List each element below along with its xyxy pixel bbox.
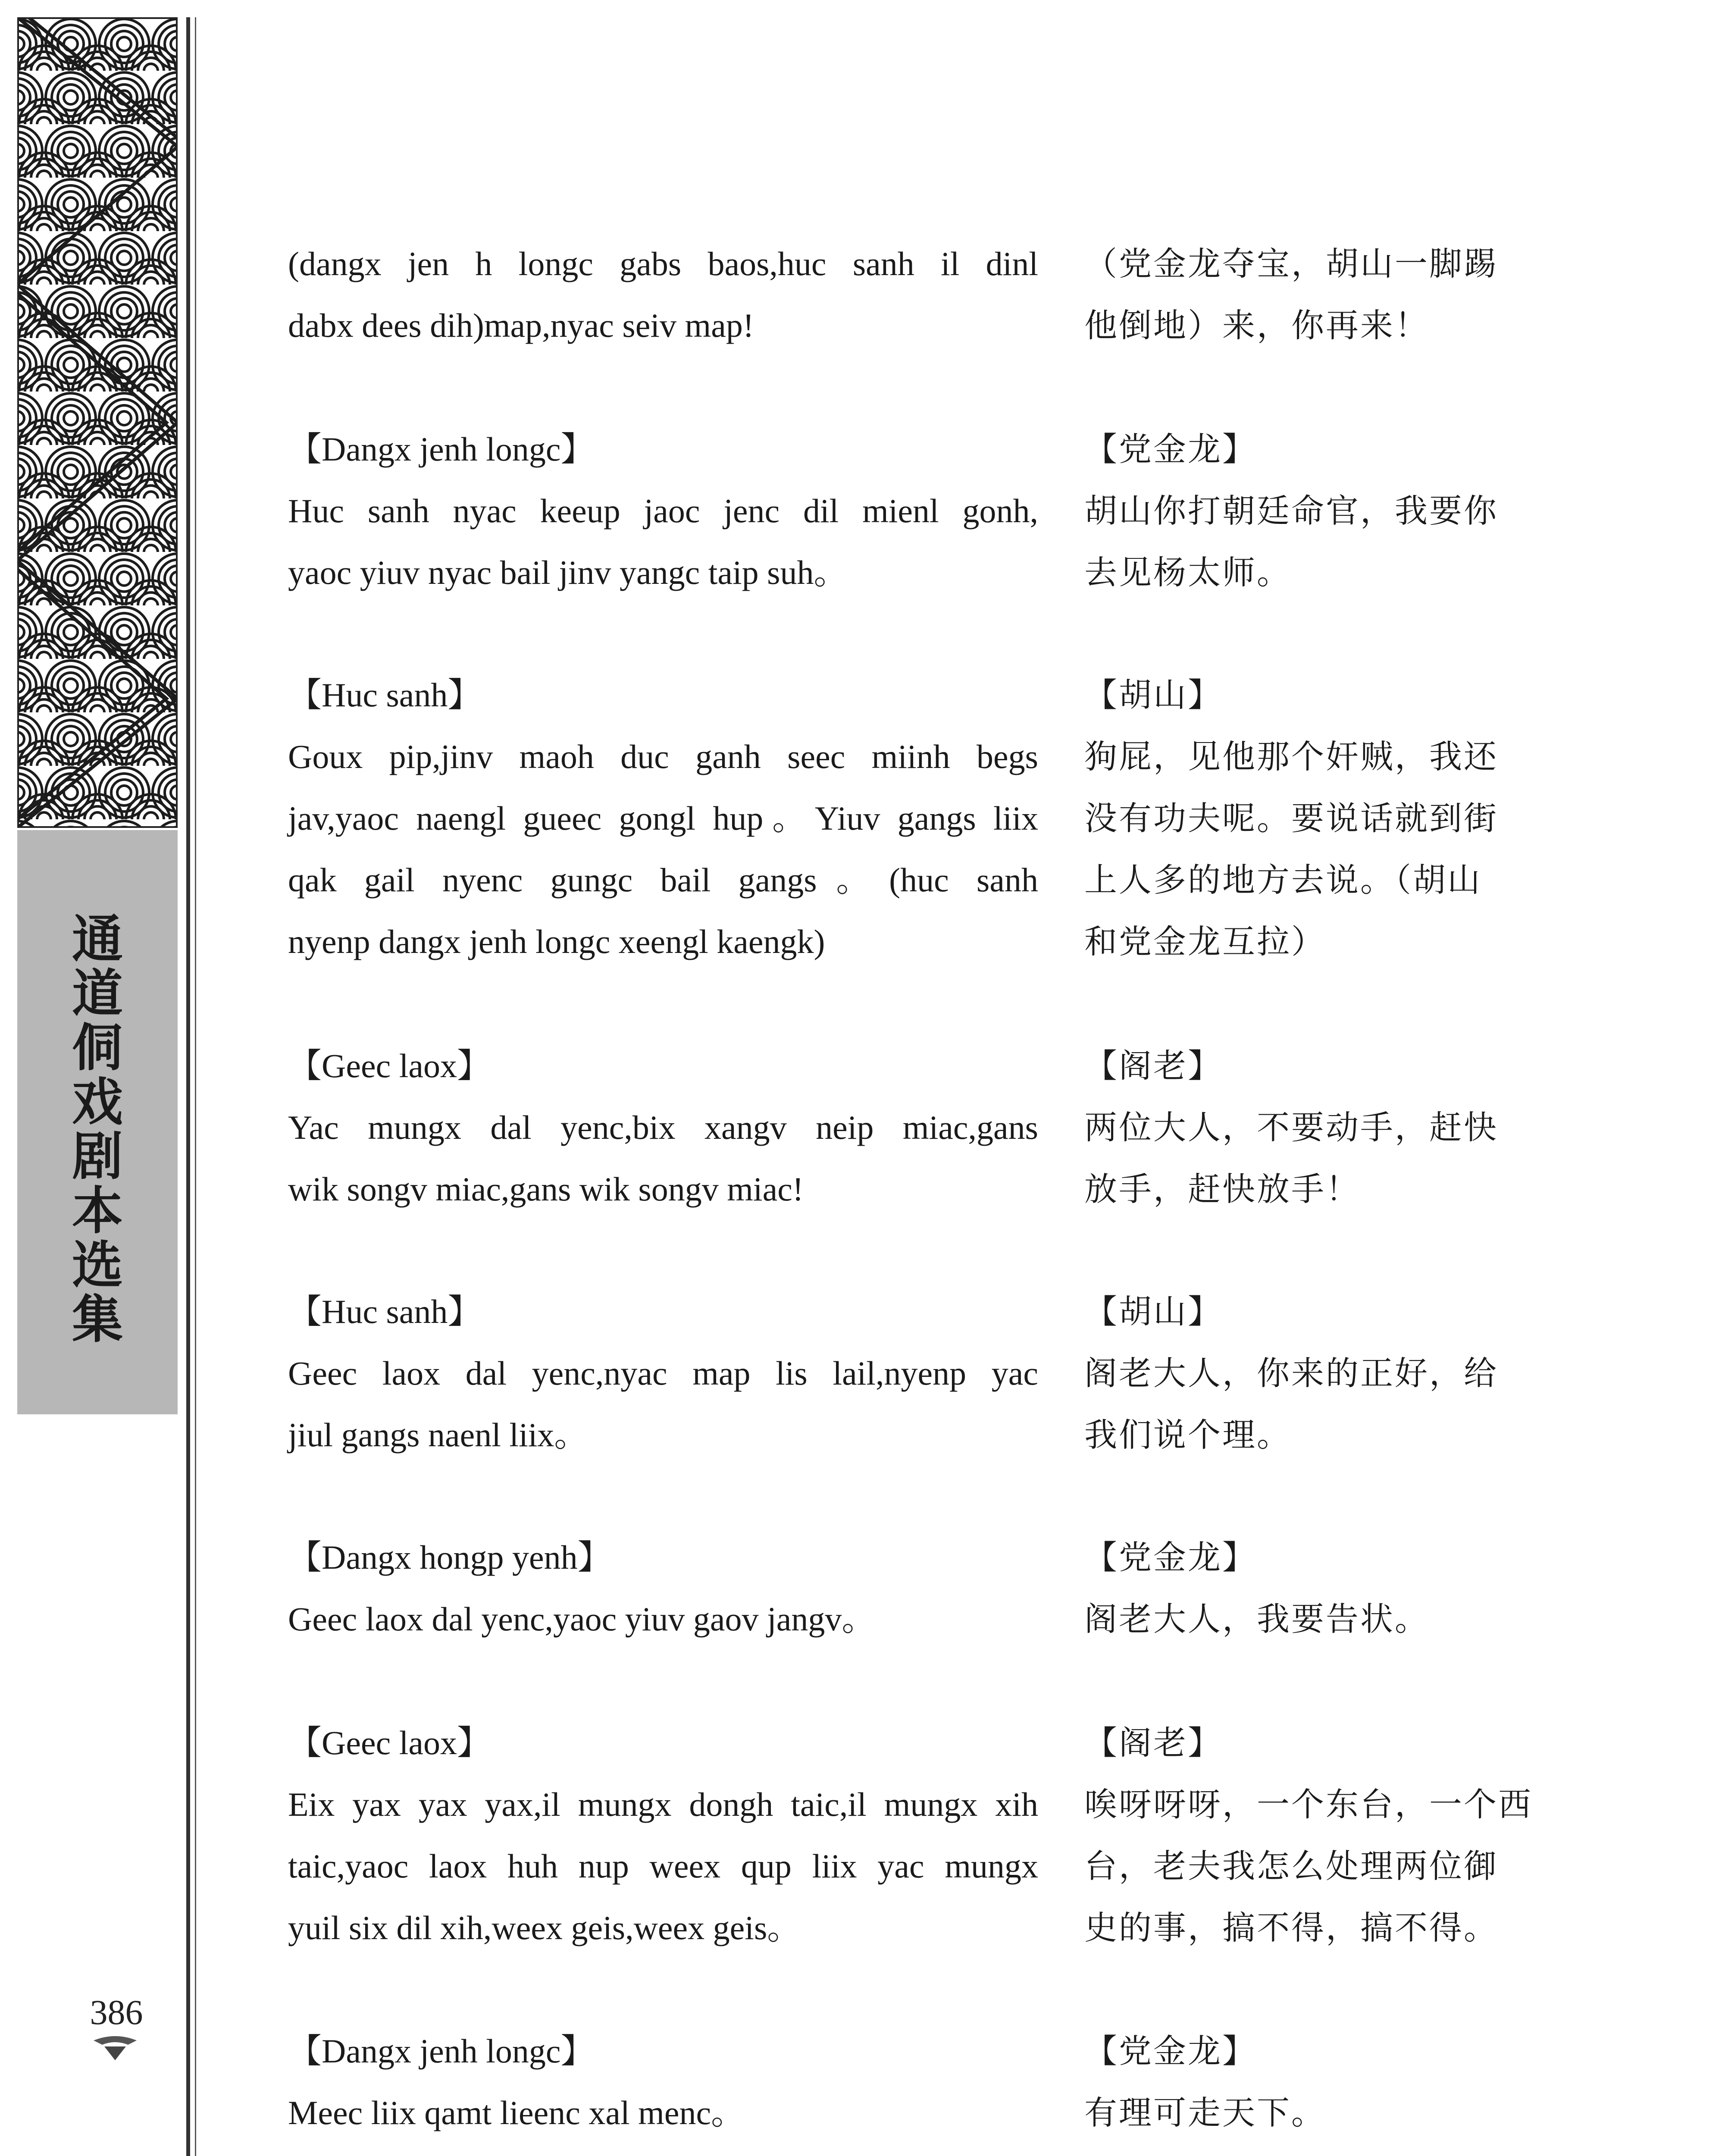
dong-line: dabx dees dih)map,nyac seiv map! <box>288 307 754 344</box>
speaker-dong: 【Dangx hongp yenh】 <box>288 1539 611 1576</box>
dong-line: taic,yaoc laox huh nup weex qup liix yac mungx <box>288 1847 1038 1885</box>
dong-line: Huc sanh nyac keeup jaoc jenc dil mienl gonh, <box>288 492 1038 530</box>
zh-line: 去见杨太师。 <box>1084 553 1291 592</box>
dong-line: (dangx jen h longc gabs baos,huc sanh il dinl <box>288 245 1038 282</box>
zh-line: 两位大人，不要动手，赶快 <box>1084 1108 1498 1147</box>
speaker-zh: 【党金龙】 <box>1084 1538 1257 1576</box>
book-title <box>17 909 178 1349</box>
dong-line: Eix yax yax yax,il mungx dongh taic,il mungx xih <box>288 1786 1038 1823</box>
dong-line: jiul gangs naenl liix。 <box>288 1416 588 1454</box>
zh-line: 唉呀呀呀，一个东台，一个西 <box>1084 1785 1533 1824</box>
zh-line: 上人多的地方去说。（胡山 <box>1084 861 1482 899</box>
dialogue-block-zh <box>1084 233 1559 356</box>
zh-line: 没有功夫呢。要说话就到街 <box>1084 799 1498 837</box>
dong-line: Yac mungx dal yenc,bix xangv neip miac,gans <box>288 1109 1038 1146</box>
page-number: 386 <box>90 1993 143 2032</box>
book-title-char: 本 <box>72 1181 123 1241</box>
zh-line: 阁老大人，你来的正好，给 <box>1084 1354 1498 1392</box>
sidebar-pattern <box>17 17 178 828</box>
book-title-char: 剧 <box>72 1126 123 1186</box>
dialogue-block-zh <box>1084 1281 1559 1466</box>
dialogue-block-dong <box>288 1526 1038 1650</box>
zh-line: 胡山你打朝廷命官，我要你 <box>1084 492 1498 530</box>
margin-rule-thin <box>195 17 196 2156</box>
zh-line: 台，老夫我怎么处理两位御 <box>1084 1847 1498 1885</box>
book-title-char: 通 <box>72 909 123 969</box>
speaker-dong: 【Huc sanh】 <box>288 1293 482 1330</box>
zh-line: 狗屁，见他那个奸贼，我还 <box>1084 737 1498 776</box>
book-title-char: 戏 <box>72 1072 123 1132</box>
dong-line: nyenp dangx jenh longc xeengl kaengk) <box>288 923 825 960</box>
dialogue-block-dong <box>288 664 1038 972</box>
dialogue-block-dong <box>288 1281 1038 1466</box>
speaker-zh: 【党金龙】 <box>1084 2032 1257 2070</box>
speaker-zh: 【胡山】 <box>1084 1292 1222 1331</box>
dong-line: qak gail nyenc gungc bail gangs。(huc sanh <box>288 861 1038 899</box>
zh-line: 史的事，搞不得，搞不得。 <box>1084 1908 1498 1947</box>
dong-line: wik songv miac,gans wik songv miac! <box>288 1170 804 1208</box>
zh-line: （党金龙夺宝，胡山一脚踢 <box>1084 244 1498 283</box>
dialogue-block-dong <box>288 233 1038 356</box>
dialogue-block-zh <box>1084 1712 1559 1959</box>
speaker-zh: 【阁老】 <box>1084 1724 1222 1762</box>
dialogue-block-dong <box>288 2020 1038 2143</box>
book-title-char: 集 <box>72 1289 123 1349</box>
zh-line: 我们说个理。 <box>1084 1416 1291 1454</box>
dialogue-block-zh <box>1084 1526 1559 1650</box>
zh-line: 和党金龙互拉） <box>1084 922 1326 961</box>
page-ornament-icon <box>91 2032 139 2062</box>
margin-rule <box>186 17 190 2156</box>
dong-line: Geec laox dal yenc,yaoc yiuv gaov jangv。 <box>288 1600 876 1638</box>
book-title-char: 道 <box>72 963 123 1023</box>
zh-line: 阁老大人，我要告状。 <box>1084 1600 1429 1638</box>
dialogue-block-dong <box>288 1712 1038 1959</box>
dialogue-block-zh <box>1084 1035 1559 1220</box>
speaker-dong: 【Geec laox】 <box>288 1724 491 1761</box>
dialogue-block-dong <box>288 1035 1038 1220</box>
dong-line: jav,yaoc naengl gueec gongl hup。Yiuv gangs liix <box>288 799 1038 837</box>
book-title-char: 选 <box>72 1235 123 1295</box>
speaker-zh: 【党金龙】 <box>1084 430 1257 468</box>
book-title-char: 侗 <box>72 1018 123 1078</box>
zh-line: 他倒地）来，你再来！ <box>1084 306 1429 345</box>
dialogue-block-dong <box>288 418 1038 603</box>
speaker-dong: 【Dangx jenh longc】 <box>288 430 595 468</box>
speaker-zh: 【阁老】 <box>1084 1047 1222 1085</box>
dong-line: Goux pip,jinv maoh duc ganh seec miinh begs <box>288 738 1038 775</box>
dong-line: yaoc yiuv nyac bail jinv yangc taip suh。 <box>288 554 848 591</box>
speaker-dong: 【Huc sanh】 <box>288 676 482 714</box>
dong-line: Geec laox dal yenc,nyac map lis lail,nyenp yac <box>288 1354 1038 1392</box>
sidebar-title-box <box>17 830 178 1414</box>
dialogue-block-zh <box>1084 2020 1559 2143</box>
zh-line: 有理可走天下。 <box>1084 2093 1326 2132</box>
dialogue-block-zh <box>1084 418 1559 603</box>
dialogue-block-zh <box>1084 664 1559 972</box>
speaker-dong: 【Dangx jenh longc】 <box>288 2032 595 2070</box>
zh-line: 放手，赶快放手！ <box>1084 1170 1360 1208</box>
speaker-zh: 【胡山】 <box>1084 676 1222 714</box>
dong-line: yuil six dil xih,weex geis,weex geis。 <box>288 1909 801 1946</box>
speaker-dong: 【Geec laox】 <box>288 1047 491 1084</box>
dong-line: Meec liix qamt lieenc xal menc。 <box>288 2094 745 2131</box>
